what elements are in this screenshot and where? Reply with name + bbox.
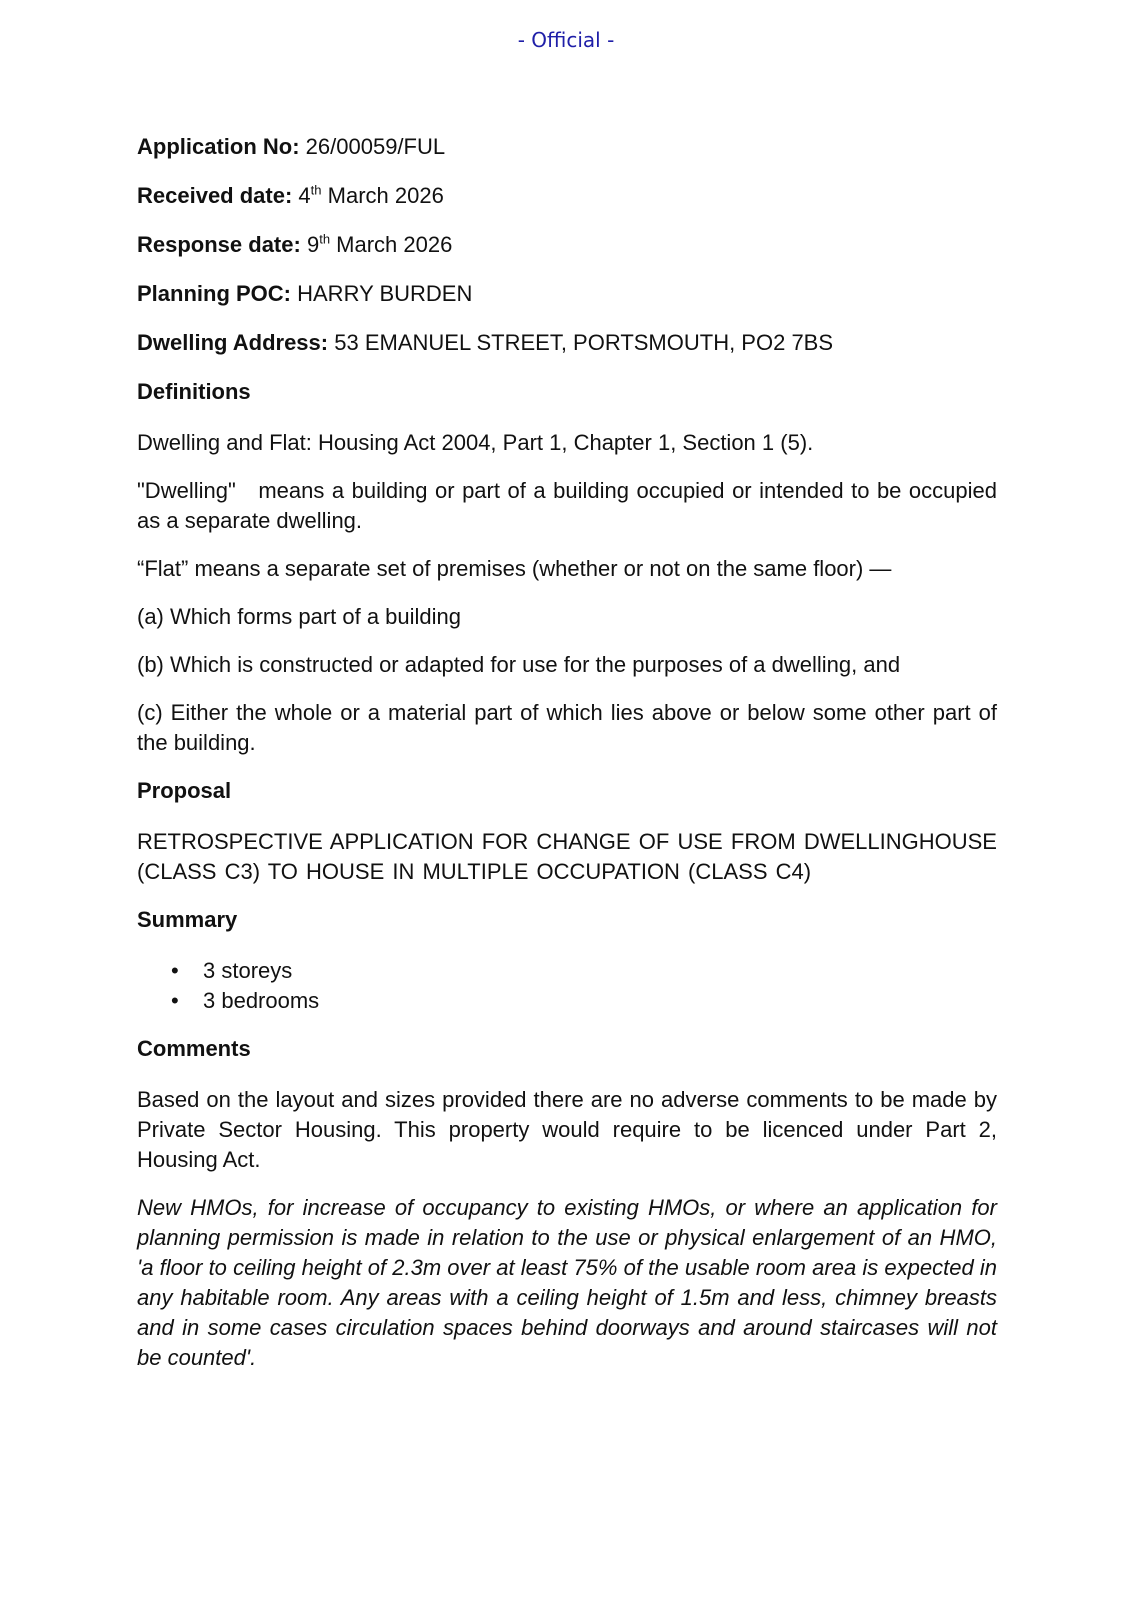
comments-note: New HMOs, for increase of occupancy to existing HMOs, or where an application for planning permission is made in relation to the use or physical enlargement of an HMO, 'a floor to ceiling height of 2.3m over at least 75% of the usable room area is expected in any habitable room. Any areas with a ceiling height of 1.5m and less, chimney breasts and in some cases circulation spaces behind doorways and around staircases will not be counted'. [137,1195,997,1370]
proposal-heading: Proposal [137,778,232,803]
received-date-label: Received date: [137,183,293,208]
document-body [137,132,1004,1391]
definition-flat-c: (c) Either the whole or a material part of which lies above or below some other part of the building. [137,700,997,755]
definitions-heading: Definitions [137,379,251,404]
application-no-field [137,132,997,162]
definition-flat-a: (a) Which forms part of a building [137,604,462,629]
received-date-day: 4 [298,183,311,208]
definitions-source: Dwelling and Flat: Housing Act 2004, Part 1, Chapter 1, Section 1 (5). [137,430,814,455]
summary-list [137,956,997,1016]
summary-heading: Summary [137,907,238,932]
definition-dwelling: "Dwelling" means a building or part of a building occupied or intended to be occupied as a separate dwelling. [137,478,1004,533]
dwelling-address-label: Dwelling Address: [137,330,329,355]
list-item [171,956,997,986]
dwelling-address-value: 53 EMANUEL STREET, PORTSMOUTH, PO2 7BS [334,330,834,355]
comments-heading: Comments [137,1036,251,1061]
response-date-day: 9 [306,232,320,257]
planning-poc-label: Planning POC: [137,281,291,306]
summary-item-storeys: 3 storeys [203,958,293,983]
received-date-field [137,181,997,211]
received-date-suffix: th [310,182,322,198]
planning-poc-field [137,279,997,309]
application-no-label: Application No: [137,134,300,159]
received-date-rest: March 2026 [327,183,444,208]
response-date-rest: March 2026 [336,232,453,257]
response-date-field [137,230,997,260]
definition-flat-intro: “Flat” means a separate set of premises (whether or not on the same floor) — [137,556,892,581]
official-classification-header: - Official - [517,28,615,52]
application-no-value: 26/00059/FUL [305,134,446,159]
bullet-icon: • [171,958,179,983]
dwelling-address-field [137,328,997,358]
response-date-label: Response date: [137,232,301,257]
definition-flat-b: (b) Which is constructed or adapted for use for the purposes of a dwelling, and [137,652,901,677]
comments-text: Based on the layout and sizes provided there are no adverse comments to be made by Private Sector Housing. This property would require to be licenced under Part 2, Housing Act. [137,1087,997,1172]
response-date-suffix: th [319,231,331,247]
summary-item-bedrooms: 3 bedrooms [203,988,320,1013]
planning-poc-value: HARRY BURDEN [297,281,473,306]
proposal-text: RETROSPECTIVE APPLICATION FOR CHANGE OF USE FROM DWELLINGHOUSE (CLASS C3) TO HOUSE IN MULTIPLE OCCUPATION (CLASS C4) [137,829,997,884]
bullet-icon: • [171,988,179,1013]
list-item [171,986,997,1016]
